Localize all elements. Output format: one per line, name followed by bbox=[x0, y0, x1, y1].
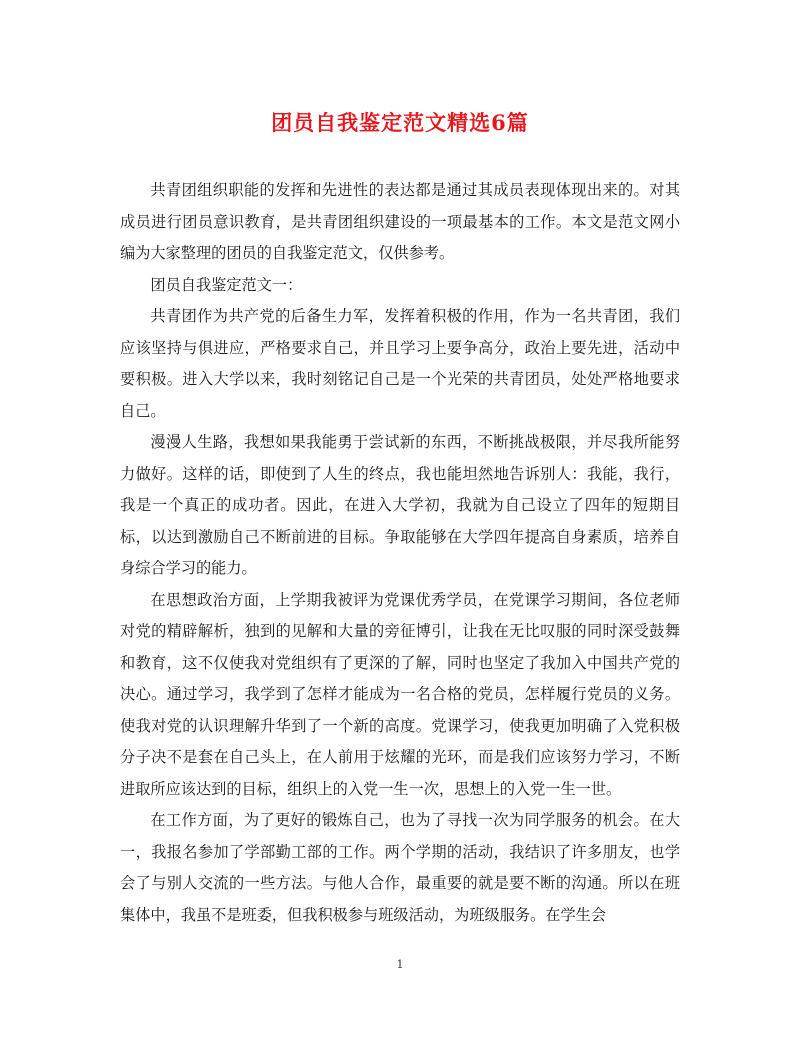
body-paragraph: 漫漫人生路，我想如果我能勇于尝试新的东西，不断挑战极限，并尽我所能努力做好。这样的话，即使到了人生的终点，我也能坦然地告诉别人：我能，我行，我是一个真正的成功者。因此，在进入大学初，我就为自己设立了四年的短期目标，以达到激励自己不断前进的目标。争取能够在大学四年提高自身素质，培养自身综合学习的能力。 bbox=[120, 433, 680, 577]
section-heading: 团员自我鉴定范文一： bbox=[150, 275, 303, 294]
body-paragraph: 在思想政治方面，上学期我被评为党课优秀学员，在党课学习期间，各位老师对党的精辟解析，独到的见解和大量的旁征博引，让我在无比叹服的同时深受鼓舞和教育，这不仅使我对党组织有了更深的了解，同时也坚定了我加入中国共产党的决心。通过学习，我学到了怎样才能成为一名合格的党员，怎样履行党员的义务。使我对党的认识理解升华到了一个新的高度。党课学习，使我更加明确了入党积极分子决不是套在自己头上，在人前用于炫耀的光环，而是我们应该努力学习，不断进取所应该达到的目标，组织上的入党一生一次，思想上的入党一生一世。 bbox=[120, 590, 680, 798]
intro-paragraph: 共青团组织职能的发挥和先进性的表达都是通过其成员表现体现出来的。对其成员进行团员意识教育，是共青团组织建设的一项最基本的工作。本文是范文网小编为大家整理的团员的自我鉴定范文，仅供参考。 bbox=[120, 181, 680, 262]
body-paragraph: 在工作方面，为了更好的锻炼自己，也为了寻找一次为同学服务的机会。在大一，我报名参加了学部勤工部的工作。两个学期的活动，我结识了许多朋友，也学会了与别人交流的一些方法。与他人合作，最重要的就是要不断的沟通。所以在班集体中，我虽不是班委，但我积极参与班级活动，为班级服务。在学生会 bbox=[120, 811, 680, 924]
document-title: 团员自我鉴定范文精选6篇 bbox=[271, 110, 529, 135]
body-paragraph: 共青团作为共产党的后备生力军，发挥着积极的作用，作为一名共青团，我们应该坚持与俱进应，严格要求自己，并且学习上要争高分，政治上要先进，活动中要积极。进入大学以来，我时刻铭记自己是一个光荣的共青团员，处处严格地要求自己。 bbox=[120, 307, 680, 420]
document-body bbox=[120, 175, 680, 931]
page-number: 1 bbox=[396, 958, 404, 971]
